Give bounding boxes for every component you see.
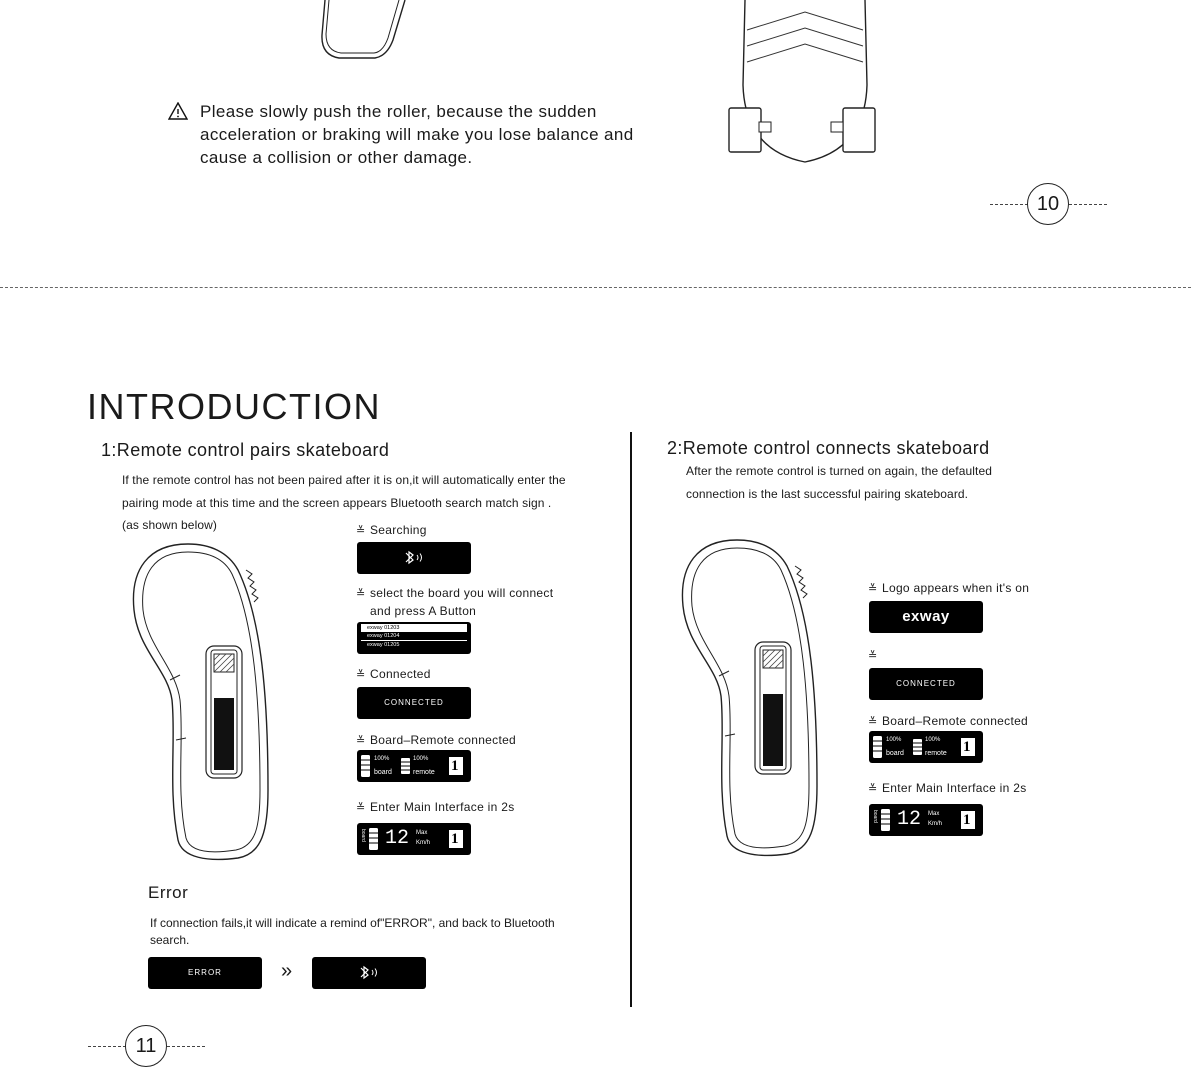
screen-error: ERROR <box>148 957 262 989</box>
remote-label: remote <box>925 750 947 757</box>
page-number-dash-right <box>1069 204 1107 205</box>
screen-board-remote <box>357 750 471 782</box>
screen-connected-2: CONNECTED <box>869 668 983 700</box>
double-chevron-down-icon: ≚ <box>868 650 878 662</box>
board-list-item-selected[interactable]: exway 01203 <box>361 624 467 632</box>
double-chevron-down-icon: ≚ <box>356 735 366 747</box>
step-main: ≚ Enter Main Interface in 2s <box>356 800 515 814</box>
gear-indicator: 1 <box>963 812 971 828</box>
remote-illustration-left <box>128 540 278 865</box>
board-percent: 100% <box>886 737 902 743</box>
step-select: ≚ select the board you will connect and press A Button <box>356 586 554 618</box>
gear-indicator: 1 <box>963 739 971 755</box>
double-chevron-down-icon: ≚ <box>356 669 366 681</box>
page-number-dash-left <box>88 1046 126 1047</box>
section2-body: After the remote control is turned on again, the defaulted connection is the last successful pairing skateboard. <box>686 464 992 501</box>
step2-board-remote: ≚ Board–Remote connected <box>868 714 1029 728</box>
double-chevron-down-icon: ≚ <box>868 583 878 595</box>
arrow-icon: » <box>281 960 293 982</box>
column-divider <box>630 432 632 1007</box>
board-percent: 100% <box>374 756 390 762</box>
error-title: Error <box>148 883 189 902</box>
page-number-bottom: 11 <box>125 1025 167 1067</box>
board-list-item[interactable]: exway 01205 <box>367 642 400 648</box>
step2-main: ≚ Enter Main Interface in 2s <box>868 781 1027 795</box>
remote-illustration-partial <box>315 0 410 65</box>
page-number-dash-right <box>167 1046 205 1047</box>
screen-board-list <box>357 622 471 654</box>
step-board-remote: ≚ Board–Remote connected <box>356 733 517 747</box>
step2-logo: ≚ Logo appears when it's on <box>868 581 1030 595</box>
skateboard-illustration <box>725 0 885 165</box>
section1-title: 1:Remote control pairs skateboard <box>101 440 390 460</box>
error-text: If connection fails,it will indicate a remind of"ERROR", and back to Bluetooth search. <box>150 916 555 947</box>
unit-label: Km/h <box>416 840 431 846</box>
bluetooth-icon <box>357 542 471 574</box>
remote-percent: 100% <box>413 756 429 762</box>
screen-searching <box>357 542 471 574</box>
unit-label: Km/h <box>928 821 943 827</box>
remote-illustration-right <box>677 536 827 861</box>
max-label: Max <box>928 811 940 817</box>
bluetooth-icon <box>312 957 426 989</box>
screen-main-2 <box>869 804 983 836</box>
speed-value: 12 <box>897 808 922 831</box>
side-label: board <box>360 829 366 842</box>
step-connected: ≚ Connected <box>356 667 431 681</box>
warning-triangle-icon <box>168 102 188 120</box>
step-searching: ≚ Searching <box>356 523 427 537</box>
speed-value: 12 <box>385 827 410 850</box>
remote-label: remote <box>413 769 435 776</box>
gear-indicator: 1 <box>451 758 459 774</box>
warning-text: Please slowly push the roller, because the sudden acceleration or braking will make you lose balance and cause a collision or other damage. <box>200 102 634 167</box>
page-number-top: 10 <box>1027 183 1069 225</box>
side-label: board <box>872 810 878 823</box>
page-title: INTRODUCTION <box>87 386 381 427</box>
board-list-item[interactable]: exway 01204 <box>361 632 467 641</box>
double-chevron-down-icon: ≚ <box>868 716 878 728</box>
max-label: Max <box>416 830 428 836</box>
board-label: board <box>374 769 392 776</box>
section2-title: 2:Remote control connects skateboard <box>667 438 990 458</box>
gear-indicator: 1 <box>451 831 459 847</box>
double-chevron-down-icon: ≚ <box>868 783 878 795</box>
screen-board-remote-2 <box>869 731 983 763</box>
screen-connected: CONNECTED <box>357 687 471 719</box>
double-chevron-down-icon: ≚ <box>356 525 366 537</box>
page-number-dash-left <box>990 204 1028 205</box>
screen-bluetooth-search <box>312 957 426 989</box>
screen-logo: exway <box>869 601 983 633</box>
section1-body: If the remote control has not been paired after it is on,it will automatically enter the pairing mode at this time and the screen appears Bluetooth search match sign . (as shown below) <box>122 473 566 532</box>
board-label: board <box>886 750 904 757</box>
double-chevron-down-icon: ≚ <box>356 802 366 814</box>
remote-percent: 100% <box>925 737 941 743</box>
double-chevron-down-icon: ≚ <box>356 588 366 600</box>
screen-main <box>357 823 471 855</box>
step2-chevron <box>868 648 882 662</box>
page-divider <box>0 287 1191 288</box>
